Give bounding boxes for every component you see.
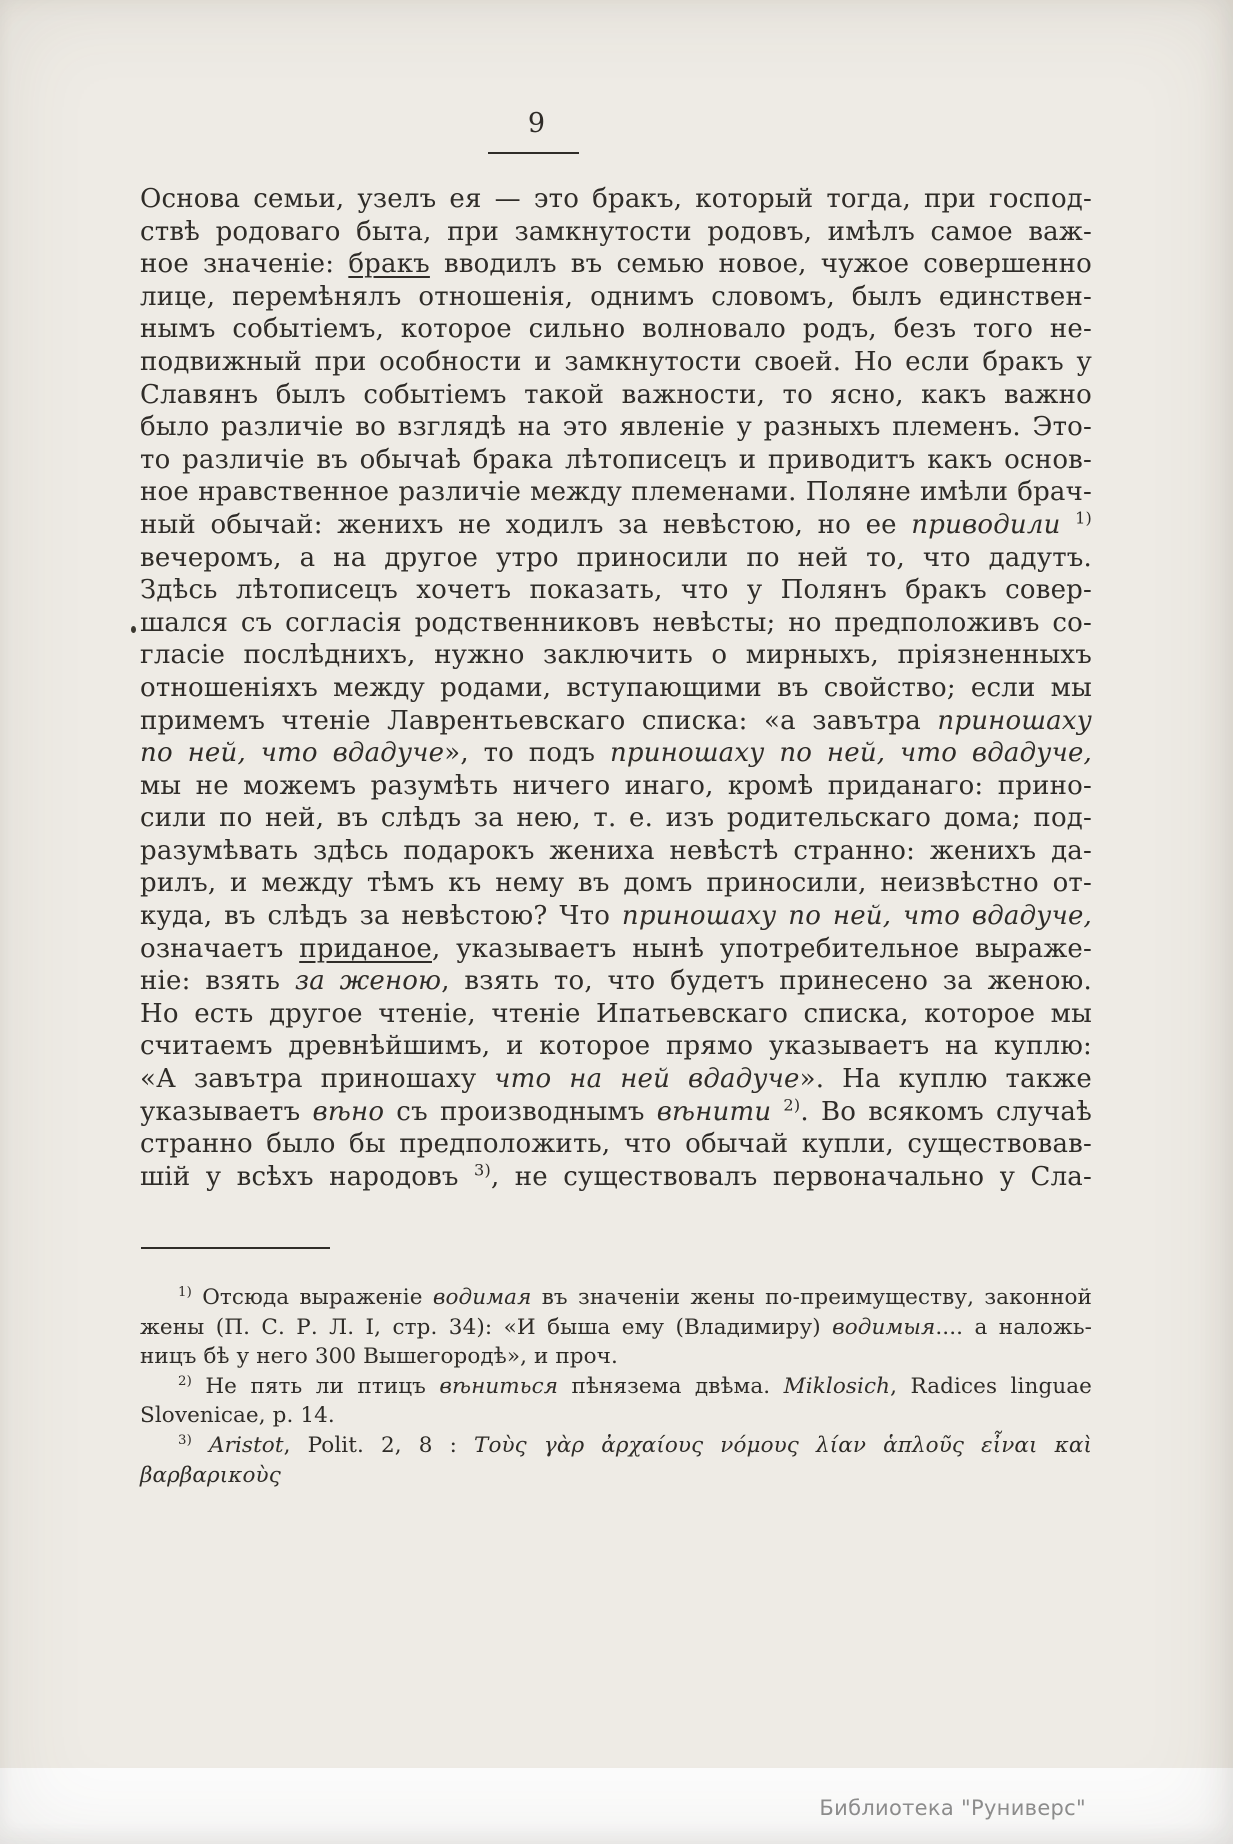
text-line (140, 607, 1092, 640)
text-segment: то различіе въ обычаѣ брака лѣтописецъ и приводитъ какъ основ- (140, 444, 1092, 475)
footnotes (140, 1283, 1092, 1490)
text-segment: было различіе во взглядѣ на это явленіе у разныхъ племенъ. Это- (140, 412, 1092, 443)
text-segment: подвижный при особности и замкнутости своей. Но если бракъ у (140, 346, 1092, 377)
text-line (140, 1096, 1092, 1129)
text-segment: , не существовалъ первоначально у Сла- (490, 1161, 1092, 1192)
text-segment: ное значеніе: (140, 249, 349, 280)
text-segment: «А завътра приношаху (140, 1064, 495, 1095)
text-segment: Но есть другое чтеніе, чтеніе Ипатьевскаго списка, которое мы (140, 998, 1092, 1029)
text-segment: , Polit. 2, 8 : (283, 1432, 475, 1458)
text-segment: рилъ, и между тѣмъ къ нему въ домъ приносили, неизвѣстно от- (140, 868, 1092, 899)
main-text (140, 183, 1092, 1193)
text-segment: пѣнязема двѣма. (558, 1373, 784, 1399)
text-segment: лице, перемѣнялъ отношенія, однимъ словомъ, былъ единствен- (140, 281, 1092, 312)
text-segment: приводили (911, 509, 1076, 540)
watermark: Библиотека "Руниверс" (819, 1796, 1086, 1820)
page-number: 9 (527, 108, 547, 139)
text-segment: вводилъ въ семью новое, чужое совершенно (429, 249, 1092, 280)
watermark-strip (0, 1768, 1233, 1844)
text-line (140, 411, 1092, 444)
text-segment: Aristot (208, 1432, 284, 1458)
footnote-marker: 2) (178, 1373, 192, 1389)
text-segment: ное нравственное различіе между племенами. Поляне имѣли брач- (140, 477, 1092, 508)
text-line (140, 216, 1092, 249)
footnote-marker: 3) (178, 1432, 192, 1448)
text-segment: ніе: взять (140, 966, 295, 997)
text-segment: ницъ бѣ у него 300 Вышегородѣ», и проч. (140, 1344, 618, 1370)
text-segment: въ значеніи жены по-преимуществу, законной (531, 1285, 1092, 1310)
text-segment: шался съ согласія родственниковъ невѣсты; но предположивъ со- (140, 607, 1092, 638)
text-segment: разумѣвать здѣсь подарокъ жениха невѣстѣ странно: женихъ да- (140, 835, 1092, 866)
text-segment: отношеніяхъ между родами, вступающими въ свойство; если мы (140, 672, 1092, 703)
text-line (140, 1401, 1092, 1431)
text-segment: », то подъ (444, 738, 610, 769)
text-segment: ». На куплю также (799, 1064, 1092, 1095)
text-segment: приданое (299, 933, 432, 964)
text-line (140, 1128, 1092, 1161)
text-segment: гласіе послѣднихъ, нужно заключить о мирныхъ, пріязненныхъ (140, 640, 1092, 671)
text-segment: Славянъ былъ событіемъ такой важности, то ясно, какъ важно (140, 379, 1092, 410)
text-line (140, 770, 1092, 803)
text-line (140, 379, 1092, 412)
text-line (140, 509, 1092, 542)
text-line (140, 900, 1092, 933)
text-segment: вечеромъ, а на другое утро приносили по ней то, что дадутъ. (140, 542, 1092, 573)
text-line (140, 313, 1092, 346)
text-line (140, 444, 1092, 477)
text-segment: сили по ней, въ слѣдъ за нею, т. е. изъ родительскаго дома; под- (140, 803, 1092, 834)
text-segment: Основа семьи, узелъ ея — это бракъ, который тогда, при господ- (140, 184, 1092, 214)
text-line (140, 346, 1092, 379)
text-line (140, 1063, 1092, 1096)
footnote-marker: 1) (178, 1284, 192, 1300)
text-segment: вѣнити (656, 1096, 784, 1127)
text-segment: Slovenicae, p. 14. (140, 1403, 335, 1429)
text-line (140, 476, 1092, 509)
footnote-separator (141, 1247, 330, 1249)
text-line (140, 802, 1092, 835)
text-segment: водимыя (832, 1314, 936, 1340)
text-segment: съ производнымъ (384, 1096, 657, 1127)
text-line (140, 281, 1092, 314)
text-segment: , взять то, что будетъ принесено за женою. (441, 966, 1092, 997)
text-segment: куда, въ слѣдъ за невѣстою? Что (140, 901, 622, 932)
text-segment: , указываетъ нынѣ употребительное выраже- (431, 933, 1093, 964)
text-segment: вѣниться (439, 1373, 559, 1399)
text-segment: Не пять ли птицъ (191, 1373, 440, 1399)
text-line (140, 1030, 1092, 1063)
text-line (140, 1283, 1092, 1313)
text-line (140, 574, 1092, 607)
text-line (140, 705, 1092, 738)
text-segment: примемъ чтеніе Лаврентьевскаго списка: «а завътра (140, 705, 938, 736)
text-line (140, 737, 1092, 770)
text-segment: считаемъ древнѣйшимъ, и которое прямо указываетъ на куплю: (140, 1031, 1092, 1062)
text-segment: Miklosich (783, 1373, 891, 1399)
text-line (140, 672, 1092, 705)
text-segment: водимая (432, 1285, 532, 1310)
text-line (140, 867, 1092, 900)
text-segment: Τοὺς γὰρ ἀρχαίους νόμους λίαν ἁπλοῦς εἶναι καὶ βαρβαρικοὺς (140, 1432, 1092, 1488)
text-segment: . Во всякомъ случаѣ (800, 1096, 1092, 1127)
text-segment: вѣно (312, 1096, 385, 1127)
text-line (140, 1372, 1092, 1402)
text-segment: , Radices linguae (890, 1373, 1093, 1399)
text-segment: за женою (294, 966, 442, 997)
text-segment: по ней, что вдадуче (140, 738, 445, 769)
text-segment: странно было бы предположить, что обычай купли, существовав- (140, 1129, 1092, 1160)
footnote-marker: 1) (1075, 508, 1092, 528)
text-segment: мы не можемъ разумѣть ничего инаго, кромѣ приданаго: прино- (140, 770, 1092, 801)
text-segment: Здѣсь лѣтописецъ хочетъ показать, что у Полянъ бракъ совер- (140, 575, 1092, 606)
text-segment: ный обычай: женихъ не ходилъ за невѣстою, но ее (140, 509, 912, 540)
text-segment: жены (П. С. Р. Л. I, стр. 34): «И быша ему (Владимиру) (140, 1314, 833, 1340)
text-line (140, 1431, 1092, 1490)
text-segment: что на ней вдадуче (494, 1064, 800, 1095)
text-line (140, 1161, 1092, 1194)
text-segment (192, 1433, 209, 1458)
ink-mark (131, 626, 136, 633)
text-line (140, 1342, 1092, 1372)
text-segment: бракъ (348, 249, 430, 280)
text-line (140, 183, 1092, 216)
text-line (140, 1313, 1092, 1343)
text-segment: нымъ событіемъ, которое сильно волновало родъ, безъ того не- (140, 314, 1092, 345)
text-segment: означаетъ (140, 933, 300, 964)
text-segment: шій у всѣхъ народовъ (140, 1161, 475, 1192)
text-line (140, 542, 1092, 575)
text-segment: ствѣ родоваго быта, при замкнутости родовъ, имѣлъ самое важ- (140, 216, 1092, 247)
text-segment: приношаху (937, 705, 1092, 736)
text-segment: .... а наложь- (935, 1314, 1092, 1340)
text-line (140, 835, 1092, 868)
text-segment: Отсюда выраженіе (191, 1285, 433, 1310)
text-line (140, 639, 1092, 672)
text-segment: приношаху по ней, что вдадуче, (609, 738, 1092, 769)
text-line (140, 965, 1092, 998)
footnote-marker: 2) (783, 1094, 801, 1114)
text-line (140, 933, 1092, 966)
footnote-marker: 3) (474, 1160, 491, 1180)
text-segment: приношаху по ней, что вдадуче, (621, 901, 1092, 932)
text-line (140, 248, 1092, 281)
text-line (140, 998, 1092, 1031)
page-number-rule (488, 152, 579, 154)
text-segment: указываетъ (140, 1096, 313, 1127)
